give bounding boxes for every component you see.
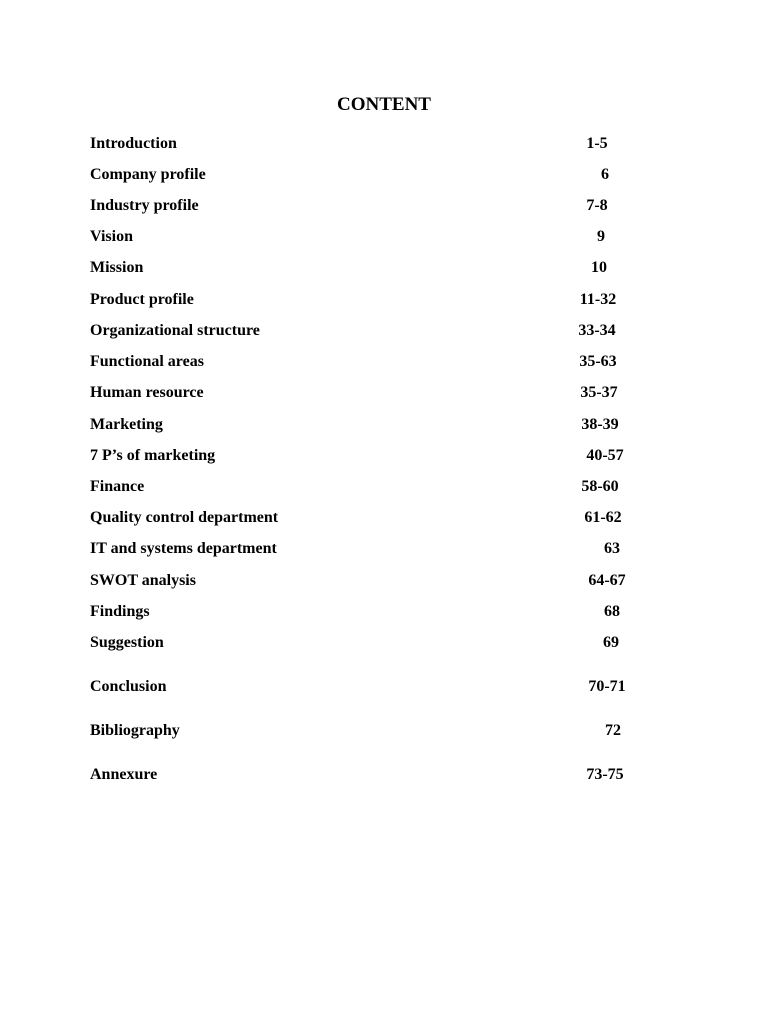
toc-entry [90, 720, 650, 742]
toc-entry [90, 320, 650, 342]
toc-entry-label: Marketing [90, 416, 163, 433]
toc-entry [90, 382, 650, 404]
toc-entry-pages: 63 [604, 540, 620, 557]
toc-entry [90, 351, 650, 373]
toc-entry [90, 764, 650, 786]
toc-entry [90, 226, 650, 248]
toc-entry-pages: 38-39 [581, 416, 619, 433]
toc-entry [90, 195, 650, 217]
toc-entry [90, 538, 650, 560]
toc-entry-pages: 9 [597, 228, 605, 245]
toc-entry-label: Human resource [90, 384, 204, 401]
toc-entry-label: SWOT analysis [90, 572, 196, 589]
toc-entry-pages: 70-71 [588, 678, 626, 695]
toc-entry [90, 445, 650, 467]
toc-entry-pages: 35-63 [579, 353, 617, 370]
toc-entry-label: Suggestion [90, 634, 164, 651]
toc-entry [90, 601, 650, 623]
toc-entry-pages: 58-60 [581, 478, 619, 495]
toc-entry-label: Vision [90, 228, 133, 245]
toc-entry-label: Conclusion [90, 678, 167, 695]
toc-entry-pages: 7-8 [586, 197, 608, 214]
toc-entry [90, 164, 650, 186]
toc-entry-label: Introduction [90, 135, 177, 152]
toc-entry-pages: 61-62 [584, 509, 622, 526]
toc-entry-pages: 73-75 [586, 766, 624, 783]
toc-entry [90, 414, 650, 436]
toc-entry-label: Product profile [90, 291, 194, 308]
toc-entry-pages: 40-57 [586, 447, 624, 464]
toc-entry [90, 257, 650, 279]
toc-entry-pages: 33-34 [578, 322, 616, 339]
toc-entry [90, 570, 650, 592]
toc-entry [90, 133, 650, 155]
toc-entry-label: IT and systems department [90, 540, 277, 557]
toc-entry [90, 507, 650, 529]
toc-entry [90, 676, 650, 698]
toc-entry-pages: 64-67 [588, 572, 626, 589]
toc-entry-pages: 10 [591, 259, 607, 276]
toc-entry-pages: 69 [603, 634, 619, 651]
page-title: CONTENT [337, 94, 431, 115]
toc-entry [90, 632, 650, 654]
toc-entry-pages: 35-37 [580, 384, 618, 401]
toc-entry-label: Functional areas [90, 353, 204, 370]
toc-entry-label: 7 P’s of marketing [90, 447, 216, 464]
toc-entry-label: Findings [90, 603, 150, 620]
toc-entry-label: Industry profile [90, 197, 199, 214]
toc-entry-label: Organizational structure [90, 322, 260, 339]
toc-entry-pages: 72 [605, 722, 621, 739]
toc-entry [90, 289, 650, 311]
toc-entry-label: Quality control department [90, 509, 279, 526]
toc-entry-pages: 1-5 [586, 135, 608, 152]
toc-entry-label: Company profile [90, 166, 206, 183]
toc-entry [90, 476, 650, 498]
toc-entry-pages: 11-32 [579, 291, 617, 308]
toc-entry-label: Mission [90, 259, 144, 276]
toc-entry-label: Annexure [90, 766, 158, 783]
toc-entry-label: Bibliography [90, 722, 180, 739]
toc-entry-pages: 6 [601, 166, 609, 183]
toc-entry-label: Finance [90, 478, 145, 495]
toc-entry-pages: 68 [604, 603, 620, 620]
